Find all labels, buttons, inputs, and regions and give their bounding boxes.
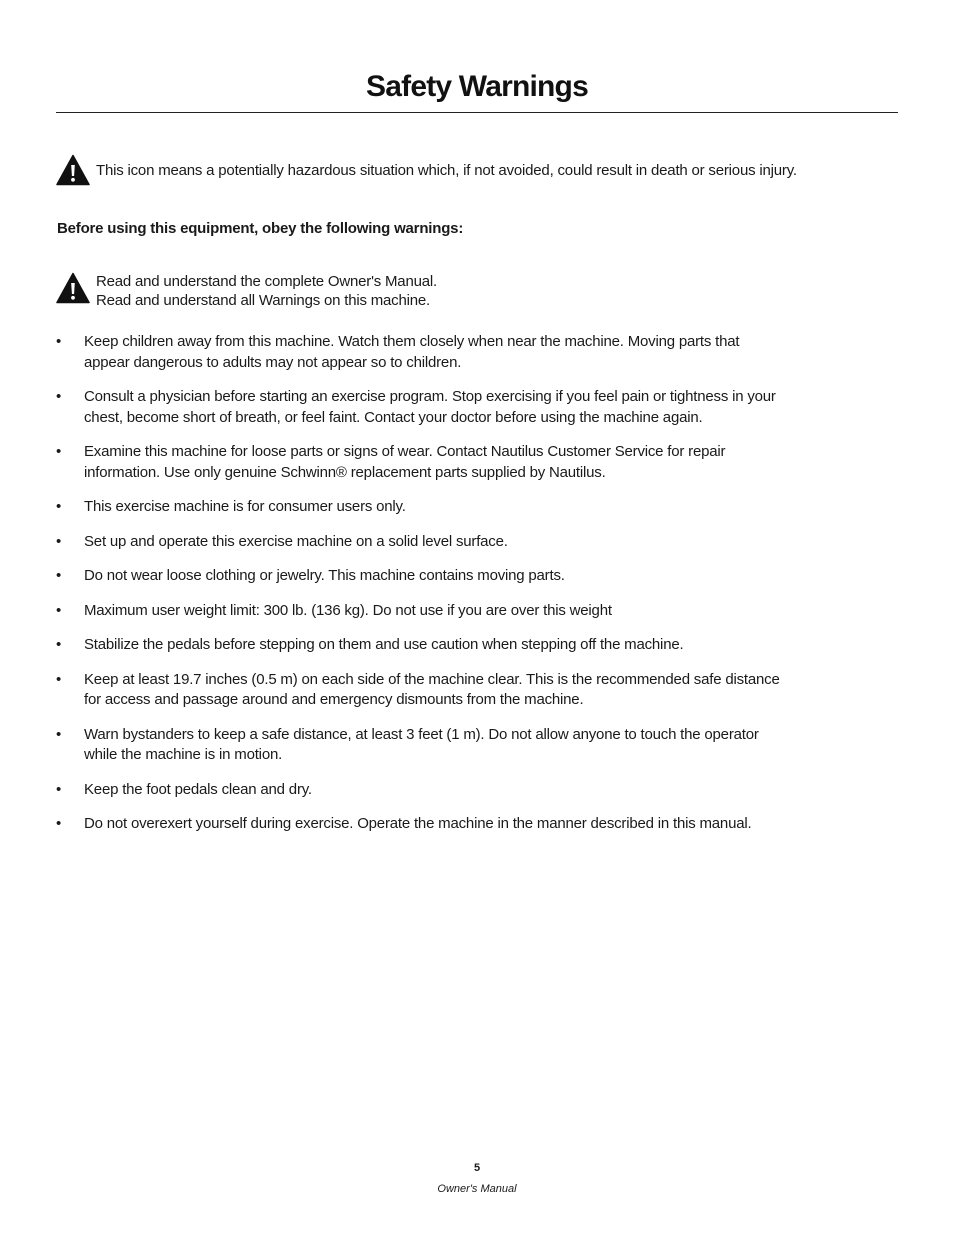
- warning-text: Stabilize the pedals before stepping on them and use caution when stepping off the machine.: [84, 636, 684, 653]
- warning-text: Consult a physician before starting an exercise program. Stop exercising if you feel pain or tightness in your chest, become short of breath, or feel faint. Contact your doctor before using the machine again.: [84, 388, 776, 426]
- list-item: [56, 566, 856, 587]
- page-number: 5: [473, 1162, 481, 1174]
- safety-warnings-list: [56, 332, 856, 849]
- bullet-icon: •: [56, 333, 62, 350]
- warning-triangle-icon: [56, 154, 90, 186]
- warning-text: Do not wear loose clothing or jewelry. This machine contains moving parts.: [84, 567, 565, 584]
- list-item: [56, 780, 856, 801]
- list-item: [56, 442, 856, 483]
- bullet-icon: •: [56, 636, 62, 653]
- warning-text: Set up and operate this exercise machine on a solid level surface.: [84, 532, 508, 550]
- bullet-icon: •: [56, 815, 62, 832]
- list-item: [56, 497, 856, 518]
- bullet-icon: •: [56, 601, 62, 619]
- warnings-intro: Before using this equipment, obey the following warnings:: [57, 220, 464, 237]
- bullet-icon: •: [56, 567, 62, 584]
- manual-warning-line-1: Read and understand the complete Owner's Manual.: [96, 273, 437, 290]
- bullet-icon: •: [56, 780, 62, 798]
- list-item: [56, 601, 856, 622]
- list-item: [56, 725, 856, 766]
- list-item: [56, 814, 856, 835]
- title-divider: [56, 112, 898, 113]
- bullet-icon: •: [56, 532, 62, 550]
- warning-text: Keep at least 19.7 inches (0.5 m) on each side of the machine clear. This is the recommended safe distance for access and passage around and emergency dismounts from the machine.: [84, 670, 780, 708]
- warning-triangle-icon: [56, 272, 90, 304]
- bullet-icon: •: [56, 443, 62, 460]
- list-item: [56, 532, 856, 553]
- manual-warning-line-2: Read and understand all Warnings on this machine.: [96, 292, 431, 309]
- list-item: [56, 670, 856, 711]
- warning-text: This exercise machine is for consumer users only.: [84, 498, 406, 515]
- warning-text: Keep children away from this machine. Watch them closely when near the machine. Moving parts that appear dangerous to adults may not appear so to children.: [84, 333, 740, 371]
- list-item: [56, 387, 856, 428]
- warning-text: Warn bystanders to keep a safe distance, at least 3 feet (1 m). Do not allow anyone to touch the operator while the machine is in motion.: [84, 725, 759, 763]
- warning-text: Maximum user weight limit: 300 lb. (136 kg). Do not use if you are over this weight: [84, 601, 612, 619]
- bullet-icon: •: [56, 498, 62, 515]
- warning-text: Keep the foot pedals clean and dry.: [84, 780, 312, 798]
- bullet-icon: •: [56, 388, 62, 405]
- warning-text: Do not overexert yourself during exercise. Operate the machine in the manner described in this manual.: [84, 815, 752, 832]
- list-item: [56, 635, 856, 656]
- page-title: Safety Warnings: [366, 70, 588, 103]
- footer-label: Owner's Manual: [437, 1183, 517, 1195]
- bullet-icon: •: [56, 670, 62, 688]
- bullet-icon: •: [56, 725, 62, 743]
- hazard-icon-explanation: This icon means a potentially hazardous situation which, if not avoided, could result in death or serious injury.: [96, 162, 797, 179]
- list-item: [56, 332, 856, 373]
- warning-text: Examine this machine for loose parts or signs of wear. Contact Nautilus Customer Service for repair information. Use only genuine Schwinn® replacement parts supplied by Nautilus.: [84, 443, 726, 481]
